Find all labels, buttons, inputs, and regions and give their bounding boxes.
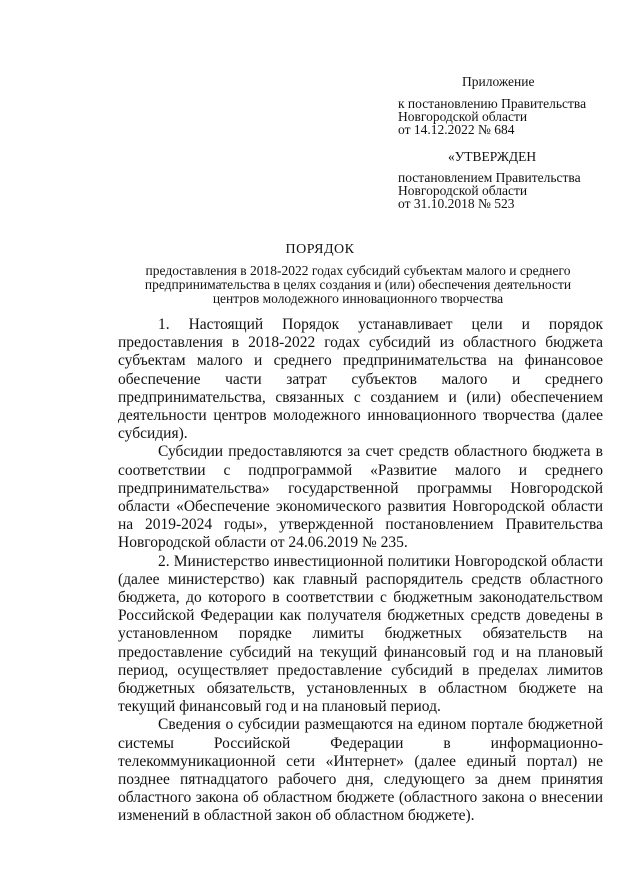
paragraph-1: 1. Настоящий Порядок устанавливает цели и порядок предоставления в 2018-2022 годах субсидий из областного бюджета субъектам малого и среднего предпринимательства на финансовое обеспечение части затрат субъектов малого и среднего предпринимательства, связанных с созданием и (или) обеспечением деятельности центров молодежного инновационного творчества (далее субсидия). [118,316,603,443]
approved-title: «УТВЕРЖДЕН [448,149,537,164]
document-subtitle [118,264,598,306]
document-body [118,316,603,826]
paragraph-2: Субсидии предоставляются за счет средств областного бюджета в соответствии с подпрограммой «Развитие малого и среднего предпринимательства» государственной программы Новгородской области «Обеспечение экономического развития Новгородской области на 2019-2024 годы», утвержденной постановлением Правительства Новгородской области от 24.06.2019 № 235. [118,443,603,552]
paragraph-4: Сведения о субсидии размещаются на едином портале бюджетной системы Российской Федерации в информационно-телекоммуникационной сети «Интернет» (далее единый портал) не позднее пятнадцатого рабочего дня, следующего за днем принятия областного закона об областном бюджете (областного закона о внесении изменений в областной закон об областном бюджете). [118,716,603,825]
approved-line-2: Новгородской области [398,183,528,198]
document-title: ПОРЯДОК [285,242,355,257]
subtitle-line-2: предпринимательства в целях создания и (или) обеспечения деятельности [144,277,572,292]
appendix-line-2: Новгородской области [398,109,528,124]
appendix-line-1: к постановлению Правительства [398,96,587,111]
subtitle-line-3: центров молодежного инновационного творчества [212,291,504,306]
approved-line-1: постановлением Правительства [398,170,581,185]
appendix-line-3: от 14.12.2022 № 684 [398,122,515,137]
appendix-title: Приложение [462,74,535,89]
approved-line-3: от 31.10.2018 № 523 [398,196,515,211]
subtitle-line-1: предоставления в 2018-2022 годах субсидий субъектам малого и среднего [145,263,571,278]
paragraph-3: 2. Министерство инвестиционной политики Новгородской области (далее министерство) как главный распорядитель средств областного бюджета, до которого в соответствии с бюджетным законодательством Российской Федерации как получателя бюджетных средств доведены в установленном порядке лимиты бюджетных обязательств на предоставление субсидий на текущий финансовый год и на плановый период, осуществляет предоставление субсидий в пределах лимитов бюджетных обязательств, установленных в областном бюджете на текущий финансовый год и на плановый период. [118,552,603,716]
